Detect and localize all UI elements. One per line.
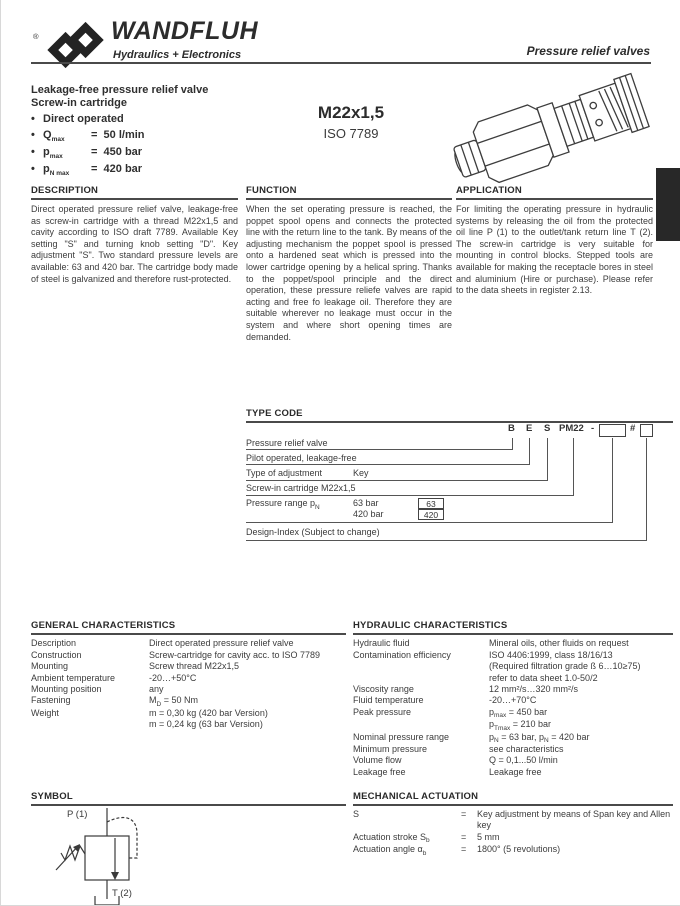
section-body: When the set operating pressure is reached, the poppet spool opens and connects the protected line with the return line to the tank. By means of the adjusting mechanism the poppet spool is pressed onto a hardened seat which is pressed into the lower cartridge opening by a helical spring. Thanks to the poppet/spool principle and the direct operation, these pressure reliefe valves are rapid acting and free fo leakage oil. Therefore they are suitable wherever no leakage must occur in the system and where short opening times are demanded. — [246, 204, 452, 342]
type-code-box — [640, 424, 653, 437]
table-row — [353, 650, 673, 661]
section-application — [456, 185, 653, 297]
type-code-row-label: Design-Index (Subject to change) — [246, 527, 380, 537]
type-code-letter: PM22 — [559, 423, 584, 434]
spec-item — [31, 146, 281, 160]
table-row — [31, 661, 346, 672]
row-value: -20…+70°C — [489, 695, 537, 706]
type-code-box — [599, 424, 626, 437]
row-label: Volume flow — [353, 755, 402, 766]
row-label: Peak pressure — [353, 706, 412, 717]
section-heading: FUNCTION — [246, 185, 452, 200]
row-value: -20…+50°C — [149, 672, 197, 683]
row-value: Key adjustment by means of Span key and Allen key — [477, 809, 671, 831]
row-label: Contamination efficiency — [353, 649, 451, 660]
register-tab — [656, 168, 680, 241]
row-value: $M_D = 50$ Nm — [149, 695, 198, 708]
port-label-t: T (2) — [112, 888, 132, 899]
spec-label: Direct operated — [43, 113, 124, 125]
connector-line — [573, 438, 574, 495]
type-code-dash: - — [591, 423, 595, 434]
section-function — [246, 185, 452, 343]
table-row — [353, 707, 673, 719]
row-label: Description — [31, 638, 77, 649]
row-label: Weight — [31, 707, 59, 718]
row-label: Hydraulic fluid — [353, 638, 410, 649]
rule — [246, 495, 574, 496]
table-row — [31, 695, 346, 707]
table-row — [31, 650, 346, 661]
row-label: Actuation angle $\alpha_b$ — [353, 844, 427, 857]
row-value: Screw-cartridge for cavity acc. to ISO 7789 — [149, 649, 321, 660]
row-label: Nominal pressure range — [353, 731, 450, 742]
table-row — [31, 708, 346, 719]
equals-sign: = — [461, 831, 467, 842]
port-label-p: P (1) — [67, 809, 88, 820]
row-value: 12 mm²/s…320 mm²/s — [489, 684, 579, 695]
type-code-hash: # — [630, 423, 636, 434]
row-label: Fastening — [31, 695, 71, 706]
section-description — [31, 185, 238, 285]
bullet-icon — [31, 129, 43, 142]
row-value: Q = 0,1...50 l/min — [489, 755, 558, 766]
table-row — [353, 673, 673, 684]
cartridge-valve-drawing — [451, 68, 656, 186]
row-value: refer to data sheet 1.0-50/2 — [489, 672, 598, 683]
mech-row — [353, 832, 673, 844]
row-label: Actuation stroke $S_b$ — [353, 831, 430, 845]
type-code-row-label: Pilot operated, leakage-free — [246, 453, 357, 463]
row-value: 1800° (5 revolutions) — [477, 844, 561, 855]
section-body: Direct operated pressure relief valve, leakage-free as screw-in cartridge with a thread M22x1,5 and cavity according to ISO draft 7789. Available Key setting "S" and turning knob setting "D". Key adjustment "S". Two standard pressure levels are available: 63 and 420 bar. The cartridge body made of steel is galvanized and therefore rust-protected. — [31, 204, 238, 284]
row-label: Mounting position — [31, 684, 102, 695]
spec-value: = 450 bar — [91, 146, 143, 158]
spec-item — [31, 129, 281, 143]
bullet-icon — [31, 146, 43, 159]
row-label: Leakage free — [353, 766, 406, 777]
row-label: S — [353, 809, 360, 819]
thread-size-block — [291, 103, 411, 141]
spec-label: $p_{N max}$ — [43, 163, 70, 177]
section-body: For limiting the operating pressure in hydraulic systems by releasing the oil from the protected oil line P (1) to the outlet/tank return line T (2). The screw-in cartridge is very suitable for mounting in control blocks. Stepped tools are available for making the receptacle bores in steel and aluminium (Hire or purchase). Please refer to the data sheets in register 2.13. — [456, 204, 653, 296]
connector-line — [529, 438, 530, 465]
row-label: Minimum pressure — [353, 744, 428, 755]
type-code-section — [246, 408, 673, 548]
row-value: any — [149, 684, 164, 695]
rule — [246, 540, 647, 541]
hydraulic-characteristics — [353, 620, 673, 778]
table-row — [353, 638, 673, 649]
row-value: Mineral oils, other fluids on request — [489, 638, 629, 649]
row-label: Ambient temperature — [31, 672, 116, 683]
bullet-icon — [31, 163, 43, 176]
type-code-row-label: Pressure relief valve — [246, 438, 328, 448]
bullet-icon — [31, 113, 43, 126]
table-row — [31, 684, 346, 695]
table-row — [353, 661, 673, 672]
row-label: Construction — [31, 649, 82, 660]
thread-size: M22x1,5 — [317, 103, 385, 122]
table-row — [353, 684, 673, 695]
type-code-row-label: Screw-in cartridge M22x1,5 — [246, 483, 356, 493]
table-row — [31, 673, 346, 684]
spec-label: $p_{max}$ — [43, 146, 63, 160]
type-code-row-label: Type of adjustment — [246, 468, 323, 478]
spec-item — [31, 113, 281, 126]
table-row — [353, 767, 673, 778]
row-value: Screw thread M22x1,5 — [149, 661, 240, 672]
rule — [246, 464, 530, 465]
header-rule — [31, 62, 651, 64]
row-value: m = 0,30 kg (420 bar Version) — [149, 707, 268, 718]
row-value: ISO 4406:1999, class 18/16/13 — [489, 649, 613, 660]
table-row — [353, 755, 673, 766]
table-row — [31, 719, 346, 730]
product-title-line1: Leakage-free pressure relief valve — [31, 84, 209, 96]
row-value: Leakage free — [489, 766, 542, 777]
connector-line — [612, 438, 613, 522]
table-row — [353, 732, 673, 744]
mech-row — [353, 844, 673, 856]
type-code-row-label: Pressure range $p_N$ — [246, 498, 320, 511]
section-heading: MECHANICAL ACTUATION — [353, 791, 673, 806]
section-heading: HYDRAULIC CHARACTERISTICS — [353, 620, 673, 635]
row-value: 5 mm — [477, 831, 500, 842]
connector-line — [646, 438, 647, 540]
row-value: $p_{Tmax} = 210$ bar — [489, 719, 552, 732]
section-heading: GENERAL CHARACTERISTICS — [31, 620, 346, 635]
pressure-relief-valve-symbol — [53, 806, 168, 906]
section-heading: APPLICATION — [456, 185, 653, 200]
product-title-line2: Screw-in cartridge — [31, 97, 127, 109]
row-value: $p_{max} = 450$ bar — [489, 706, 548, 720]
rule — [246, 449, 513, 450]
registered-trademark-icon: ® — [33, 32, 39, 41]
iso-standard: ISO 7789 — [323, 126, 379, 141]
spec-value: = 420 bar — [91, 163, 143, 175]
equals-sign: = — [461, 844, 467, 855]
spec-value: = 50 l/min — [91, 129, 145, 141]
table-row — [353, 695, 673, 706]
table-row — [31, 638, 346, 649]
row-value: (Required filtration grade ß 6…10≥75) — [489, 661, 641, 672]
mechanical-actuation — [353, 791, 673, 857]
rule — [246, 522, 613, 523]
brand-tagline: Hydraulics + Electronics — [113, 49, 242, 61]
symbol-section — [31, 791, 346, 806]
connector-line — [547, 438, 548, 480]
mech-row — [353, 809, 673, 832]
row-value: see characteristics — [489, 744, 564, 755]
spec-item — [31, 163, 281, 177]
type-code-letter: E — [526, 423, 533, 434]
section-heading: DESCRIPTION — [31, 185, 238, 200]
product-title-block — [31, 84, 281, 177]
general-characteristics — [31, 620, 346, 731]
type-code-letter: B — [508, 423, 515, 434]
pressure-option: 63 bar — [353, 498, 379, 508]
type-code-letter: S — [544, 423, 551, 434]
spec-label: $Q_{max}$ — [43, 129, 65, 143]
row-label: Fluid temperature — [353, 695, 424, 706]
type-code-row-extra: Key — [353, 468, 369, 478]
section-heading: SYMBOL — [31, 791, 346, 806]
section-heading: TYPE CODE — [246, 408, 673, 423]
option-box: 420 — [418, 509, 444, 520]
equals-sign: = — [461, 809, 467, 819]
row-label: Mounting — [31, 661, 69, 672]
row-label: Viscosity range — [353, 684, 414, 695]
rule — [246, 480, 548, 481]
option-box: 63 — [418, 498, 444, 509]
brand-name: WANDFLUH — [111, 17, 259, 45]
row-value: Direct operated pressure relief valve — [149, 638, 294, 649]
table-row — [353, 744, 673, 755]
row-value: m = 0,24 kg (63 bar Version) — [149, 719, 263, 730]
pressure-option: 420 bar — [353, 509, 384, 519]
doc-category: Pressure relief valves — [526, 44, 650, 58]
table-row — [353, 719, 673, 731]
row-value: $p_N = 63$ bar, $p_N = 420$ bar — [489, 731, 590, 745]
